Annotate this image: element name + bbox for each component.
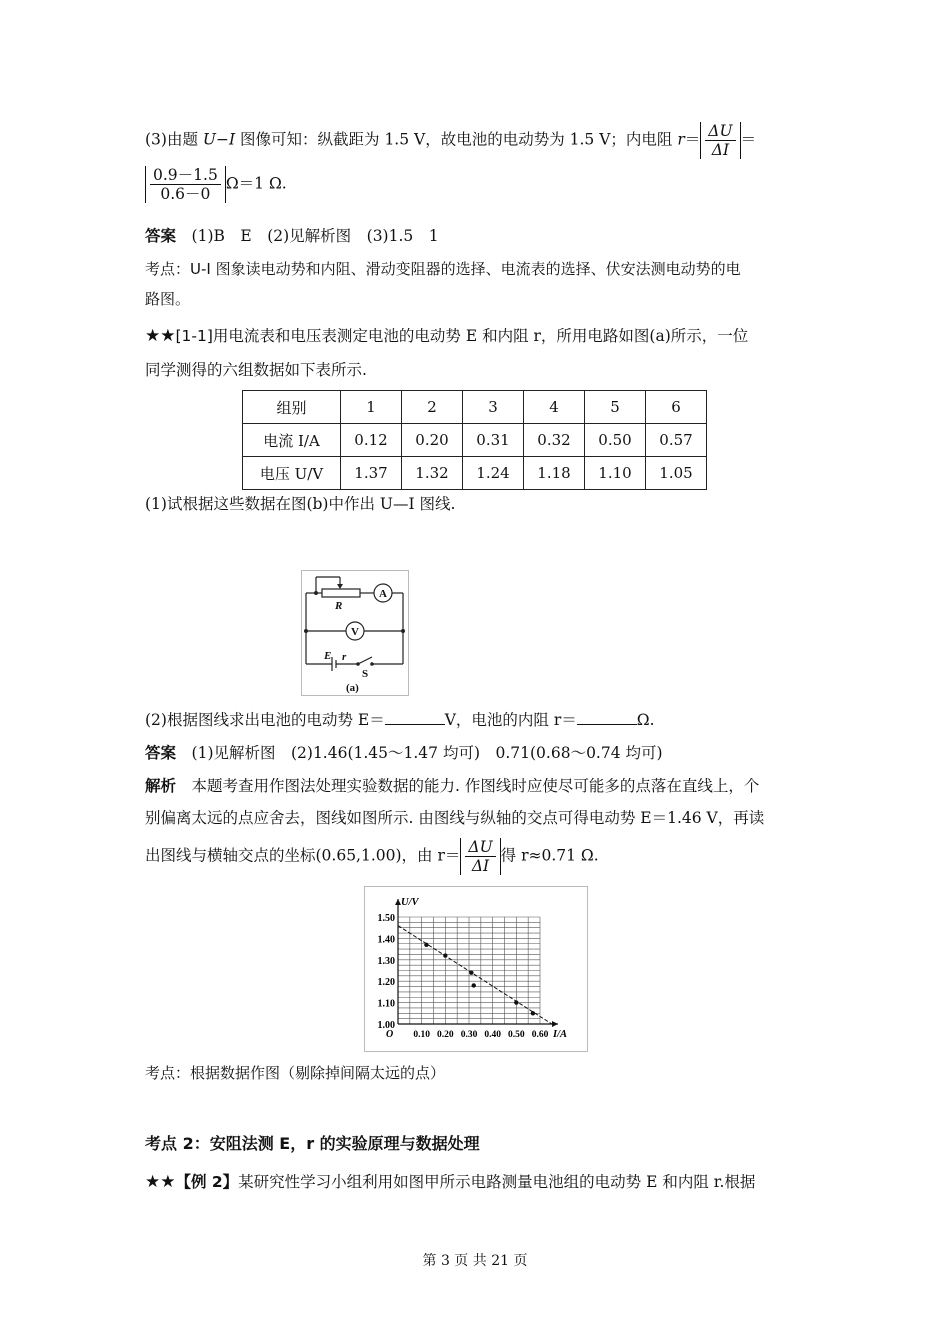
table-cell: 6 xyxy=(646,391,707,424)
q11-tag: [1-1] xyxy=(175,327,213,345)
x-tick-label: 0.50 xyxy=(508,1030,525,1040)
frac-num: ΔU xyxy=(465,838,495,857)
table-cell: 0.31 xyxy=(463,424,524,457)
fit-line xyxy=(398,926,552,1024)
kaodian1-line2: 路图。 xyxy=(145,290,191,308)
switch-label: S xyxy=(362,668,369,680)
data-point xyxy=(472,983,476,987)
page-footer: 第 3 页 共 21 页 xyxy=(422,1253,528,1269)
y-tick-label: 1.10 xyxy=(377,998,395,1010)
var-u: U xyxy=(202,130,216,149)
stars-icon: ★★ xyxy=(145,326,176,346)
q11-part2 xyxy=(145,708,655,730)
table-cell: 1.18 xyxy=(524,457,585,490)
part3-line1 xyxy=(145,122,756,159)
x-tick-label: 0.20 xyxy=(437,1030,454,1040)
table-cell: 1.32 xyxy=(402,457,463,490)
circuit-diagram xyxy=(301,570,409,696)
answer1 xyxy=(145,224,439,246)
y-tick-label: 1.30 xyxy=(377,955,395,967)
answer-text: (1)B E (2)见解析图 (3)1.5 1 xyxy=(191,227,439,245)
example-tag: 【例 2】 xyxy=(175,1173,239,1191)
data-point xyxy=(531,1011,535,1015)
ui-chart xyxy=(364,886,588,1052)
kaodian2: 考点：根据数据作图（剔除掉间隔太远的点） xyxy=(145,1064,446,1082)
q11-line2: 同学测得的六组数据如下表所示. xyxy=(145,361,367,379)
table-cell: 0.50 xyxy=(585,424,646,457)
abs-calc xyxy=(145,166,226,203)
data-point xyxy=(514,1000,518,1004)
analysis-text: 本题考查用作图法处理实验数据的能力. 作图线时应使尽可能多的点落在直线上，个 xyxy=(191,777,760,795)
part2-text-c: Ω. xyxy=(636,711,655,729)
table-cell: 组别 xyxy=(243,391,341,424)
answer-label: 答案 xyxy=(145,227,177,245)
blank-emf xyxy=(385,724,445,725)
var-i: I xyxy=(228,130,236,149)
table-row xyxy=(243,424,707,457)
equals-2: ＝ xyxy=(740,130,757,149)
answer-label: 答案 xyxy=(145,744,177,762)
example-text: 某研究性学习小组利用如图甲所示电路测量电池组的电动势 E 和内阻 r.根据 xyxy=(238,1173,756,1191)
ammeter-label: A xyxy=(379,588,387,600)
var-r: r xyxy=(677,130,685,149)
frac-num: ΔU xyxy=(705,122,735,141)
answer-text: (1)见解析图 (2)1.46(1.45～1.47 均可) 0.71(0.68～0.74 均可) xyxy=(191,744,663,762)
table-row xyxy=(243,391,707,424)
voltmeter-label: V xyxy=(351,626,359,638)
example2 xyxy=(145,1170,755,1192)
frac-den: ΔI xyxy=(471,857,490,875)
stars-icon: ★★ xyxy=(145,1172,176,1192)
x-axis-label: I/A xyxy=(552,1029,568,1040)
y-tick-label: 1.00 xyxy=(377,1020,395,1031)
table-row xyxy=(243,457,707,490)
chart-svg xyxy=(365,887,587,1051)
abs-fraction xyxy=(700,122,740,159)
x-tick-label: 0.10 xyxy=(413,1030,430,1040)
table-cell: 0.20 xyxy=(402,424,463,457)
circuit-svg xyxy=(302,571,408,695)
q11-part1: (1)试根据这些数据在图(b)中作出 U—I 图线. xyxy=(145,495,456,513)
y-tick-label: 1.50 xyxy=(377,913,395,924)
analysis-text: 出图线与横轴交点的坐标(0.65,1.00)，由 r＝ xyxy=(145,846,461,865)
table-cell: 1.37 xyxy=(341,457,402,490)
table-cell: 5 xyxy=(585,391,646,424)
table-cell: 3 xyxy=(463,391,524,424)
table-cell: 2 xyxy=(402,391,463,424)
calc-den: 0.6－0 xyxy=(160,185,211,203)
table-cell: 电压 U/V xyxy=(243,457,341,490)
dash: − xyxy=(215,130,229,149)
table-cell: 0.57 xyxy=(646,424,707,457)
abs-fraction xyxy=(460,838,500,875)
part2-text-a: (2)根据图线求出电池的电动势 E＝ xyxy=(145,711,385,729)
x-tick-label: 0.60 xyxy=(531,1030,549,1040)
table-cell: 1.05 xyxy=(646,457,707,490)
origin-label: O xyxy=(386,1029,394,1040)
table-cell: 1.24 xyxy=(463,457,524,490)
part3-text: 图像可知：纵截距为 1.5 V，故电池的电动势为 1.5 V；内电阻 xyxy=(235,130,678,149)
part3-result: Ω＝1 Ω. xyxy=(225,174,287,193)
kaodian1-line1: 考点：U-I 图象读电动势和内阻、滑动变阻器的选择、电流表的选择、伏安法测电动势的电 xyxy=(145,260,741,278)
table-cell: 1 xyxy=(341,391,402,424)
analysis-label: 解析 xyxy=(145,777,177,795)
frac-den: ΔI xyxy=(711,141,730,159)
emf-label: E xyxy=(324,650,332,662)
part3-line2 xyxy=(145,166,287,203)
data-point xyxy=(469,970,473,974)
analysis-line1 xyxy=(145,774,759,796)
y-tick-label: 1.20 xyxy=(377,977,395,989)
circuit-caption: (a) xyxy=(346,682,359,694)
data-point xyxy=(424,943,428,947)
internal-r-label: r xyxy=(342,651,347,663)
x-tick-label: 0.30 xyxy=(460,1030,478,1040)
analysis-line3 xyxy=(145,838,599,875)
table-cell: 0.12 xyxy=(341,424,402,457)
table-cell: 电流 I/A xyxy=(243,424,341,457)
q11-line1 xyxy=(145,324,748,346)
section2-heading: 考点 2：安阻法测 E，r 的实验原理与数据处理 xyxy=(145,1134,480,1153)
part3-prefix: (3)由题 xyxy=(145,130,203,149)
analysis-line2: 别偏离太远的点应舍去，图线如图所示. 由图线与纵轴的交点可得电动势 E＝1.46 V，再读 xyxy=(145,809,765,827)
q11-text: 用电流表和电压表测定电池的电动势 E 和内阻 r，所用电路如图(a)所示，一位 xyxy=(212,327,749,345)
table-cell: 0.32 xyxy=(524,424,585,457)
part2-text-b: V，电池的内阻 r＝ xyxy=(444,711,577,729)
x-tick-label: 0.40 xyxy=(484,1030,501,1040)
table-cell: 4 xyxy=(524,391,585,424)
data-table xyxy=(242,390,707,490)
calc-num: 0.9－1.5 xyxy=(150,166,221,185)
analysis-text: 得 r≈0.71 Ω. xyxy=(500,846,599,865)
answer2 xyxy=(145,741,663,763)
data-point xyxy=(443,953,447,957)
equals: ＝ xyxy=(684,130,701,149)
y-tick-label: 1.40 xyxy=(377,934,395,946)
rheostat-label: R xyxy=(335,600,343,612)
table-cell: 1.10 xyxy=(585,457,646,490)
x-axis-arrow xyxy=(552,1021,558,1027)
y-axis-label: U/V xyxy=(401,897,419,908)
blank-r xyxy=(577,724,637,725)
